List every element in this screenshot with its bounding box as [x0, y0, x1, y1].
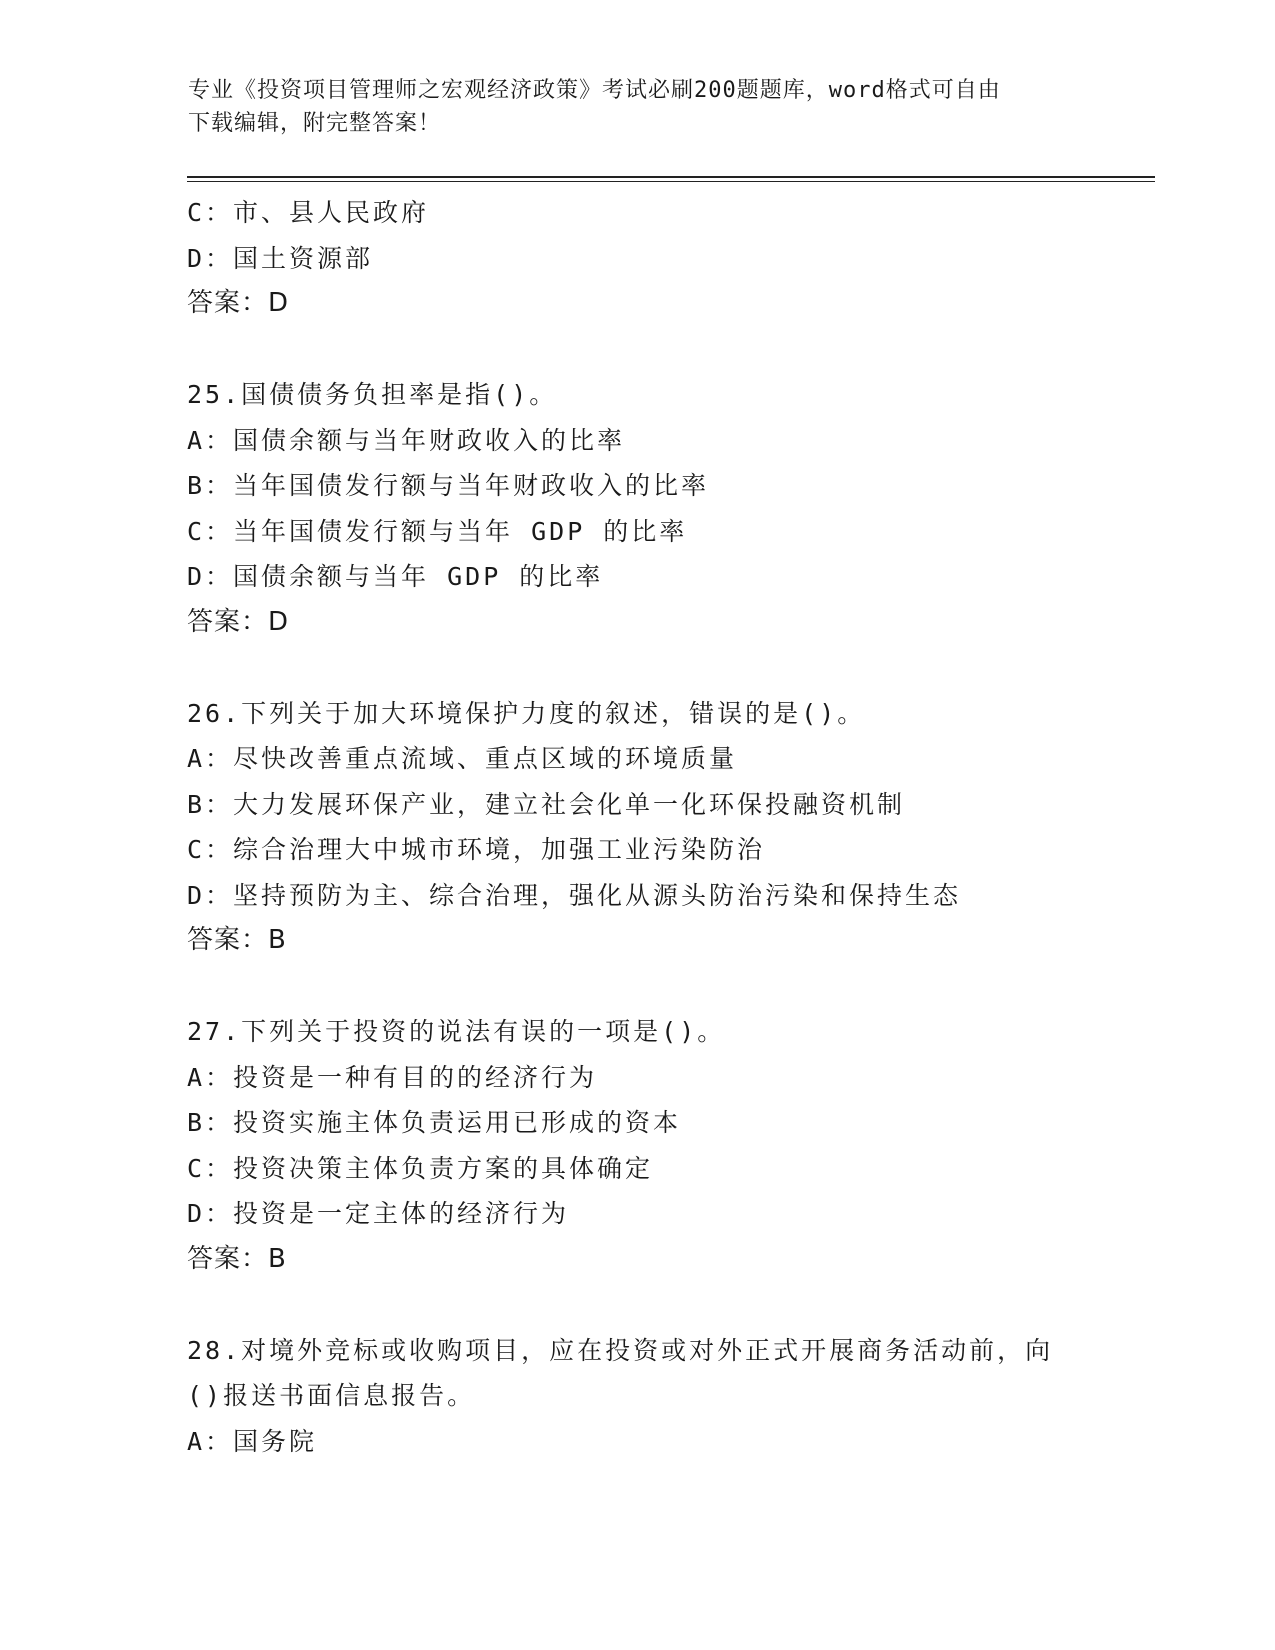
question-26 — [187, 691, 1087, 964]
question-25-answer: 答案：D — [187, 606, 290, 637]
question-26-text: 26.下列关于加大环境保护力度的叙述，错误的是()。 — [187, 698, 866, 728]
question-26-option-a: A：尽快改善重点流域、重点区域的环境质量 — [187, 744, 738, 773]
page-header — [188, 74, 1068, 140]
question-27 — [187, 1009, 1087, 1282]
question-25 — [187, 372, 1087, 645]
question-25-option-c: C：当年国债发行额与当年 GDP 的比率 — [187, 516, 688, 546]
question-28-option-a: A：国务院 — [187, 1426, 318, 1456]
header-line-2: 下载编辑，附完整答案！ — [188, 111, 442, 136]
spacer — [187, 1282, 1087, 1328]
question-24-option-c: C：市、县人民政府 — [187, 198, 430, 227]
header-line-1: 专业《投资项目管理师之宏观经济政策》考试必刷200题题库，word格式可自由 — [188, 78, 1001, 103]
question-26-option-d: D：坚持预防为主、综合治理，强化从源头防治污染和保持生态 — [187, 880, 962, 910]
header-divider-thick — [187, 176, 1155, 178]
question-27-option-b: B：投资实施主体负责运用已形成的资本 — [187, 1108, 682, 1137]
question-25-option-d: D：国债余额与当年 GDP 的比率 — [187, 562, 604, 591]
question-26-answer: 答案：B — [187, 925, 287, 955]
spacer — [187, 964, 1087, 1010]
question-28-text-line-1: 28.对境外竞标或收购项目，应在投资或对外正式开展商务活动前，向 — [187, 1335, 1054, 1365]
question-25-text: 25.国债债务负担率是指()。 — [187, 380, 558, 409]
question-25-option-b: B：当年国债发行额与当年财政收入的比率 — [187, 471, 710, 500]
question-27-option-d: D：投资是一定主体的经济行为 — [187, 1199, 570, 1228]
question-26-option-c: C：综合治理大中城市环境，加强工业污染防治 — [187, 835, 766, 864]
question-25-option-a: A：国债余额与当年财政收入的比率 — [187, 425, 626, 455]
question-28-text-line-2: ()报送书面信息报告。 — [187, 1381, 476, 1410]
question-list — [187, 190, 1087, 1464]
question-27-option-a: A：投资是一种有目的的经济行为 — [187, 1062, 598, 1092]
question-27-text: 27.下列关于投资的说法有误的一项是()。 — [187, 1017, 726, 1046]
question-24-answer: 答案：D — [187, 288, 290, 318]
question-27-answer: 答案：B — [187, 1243, 287, 1274]
question-24 — [187, 190, 1087, 327]
question-27-option-c: C：投资决策主体负责方案的具体确定 — [187, 1153, 654, 1183]
header-divider-thin — [187, 181, 1155, 182]
question-26-option-b: B：大力发展环保产业，建立社会化单一化环保投融资机制 — [187, 789, 906, 819]
spacer — [187, 327, 1087, 373]
question-28 — [187, 1328, 1087, 1465]
question-24-option-d: D：国土资源部 — [187, 243, 374, 273]
spacer — [187, 645, 1087, 691]
